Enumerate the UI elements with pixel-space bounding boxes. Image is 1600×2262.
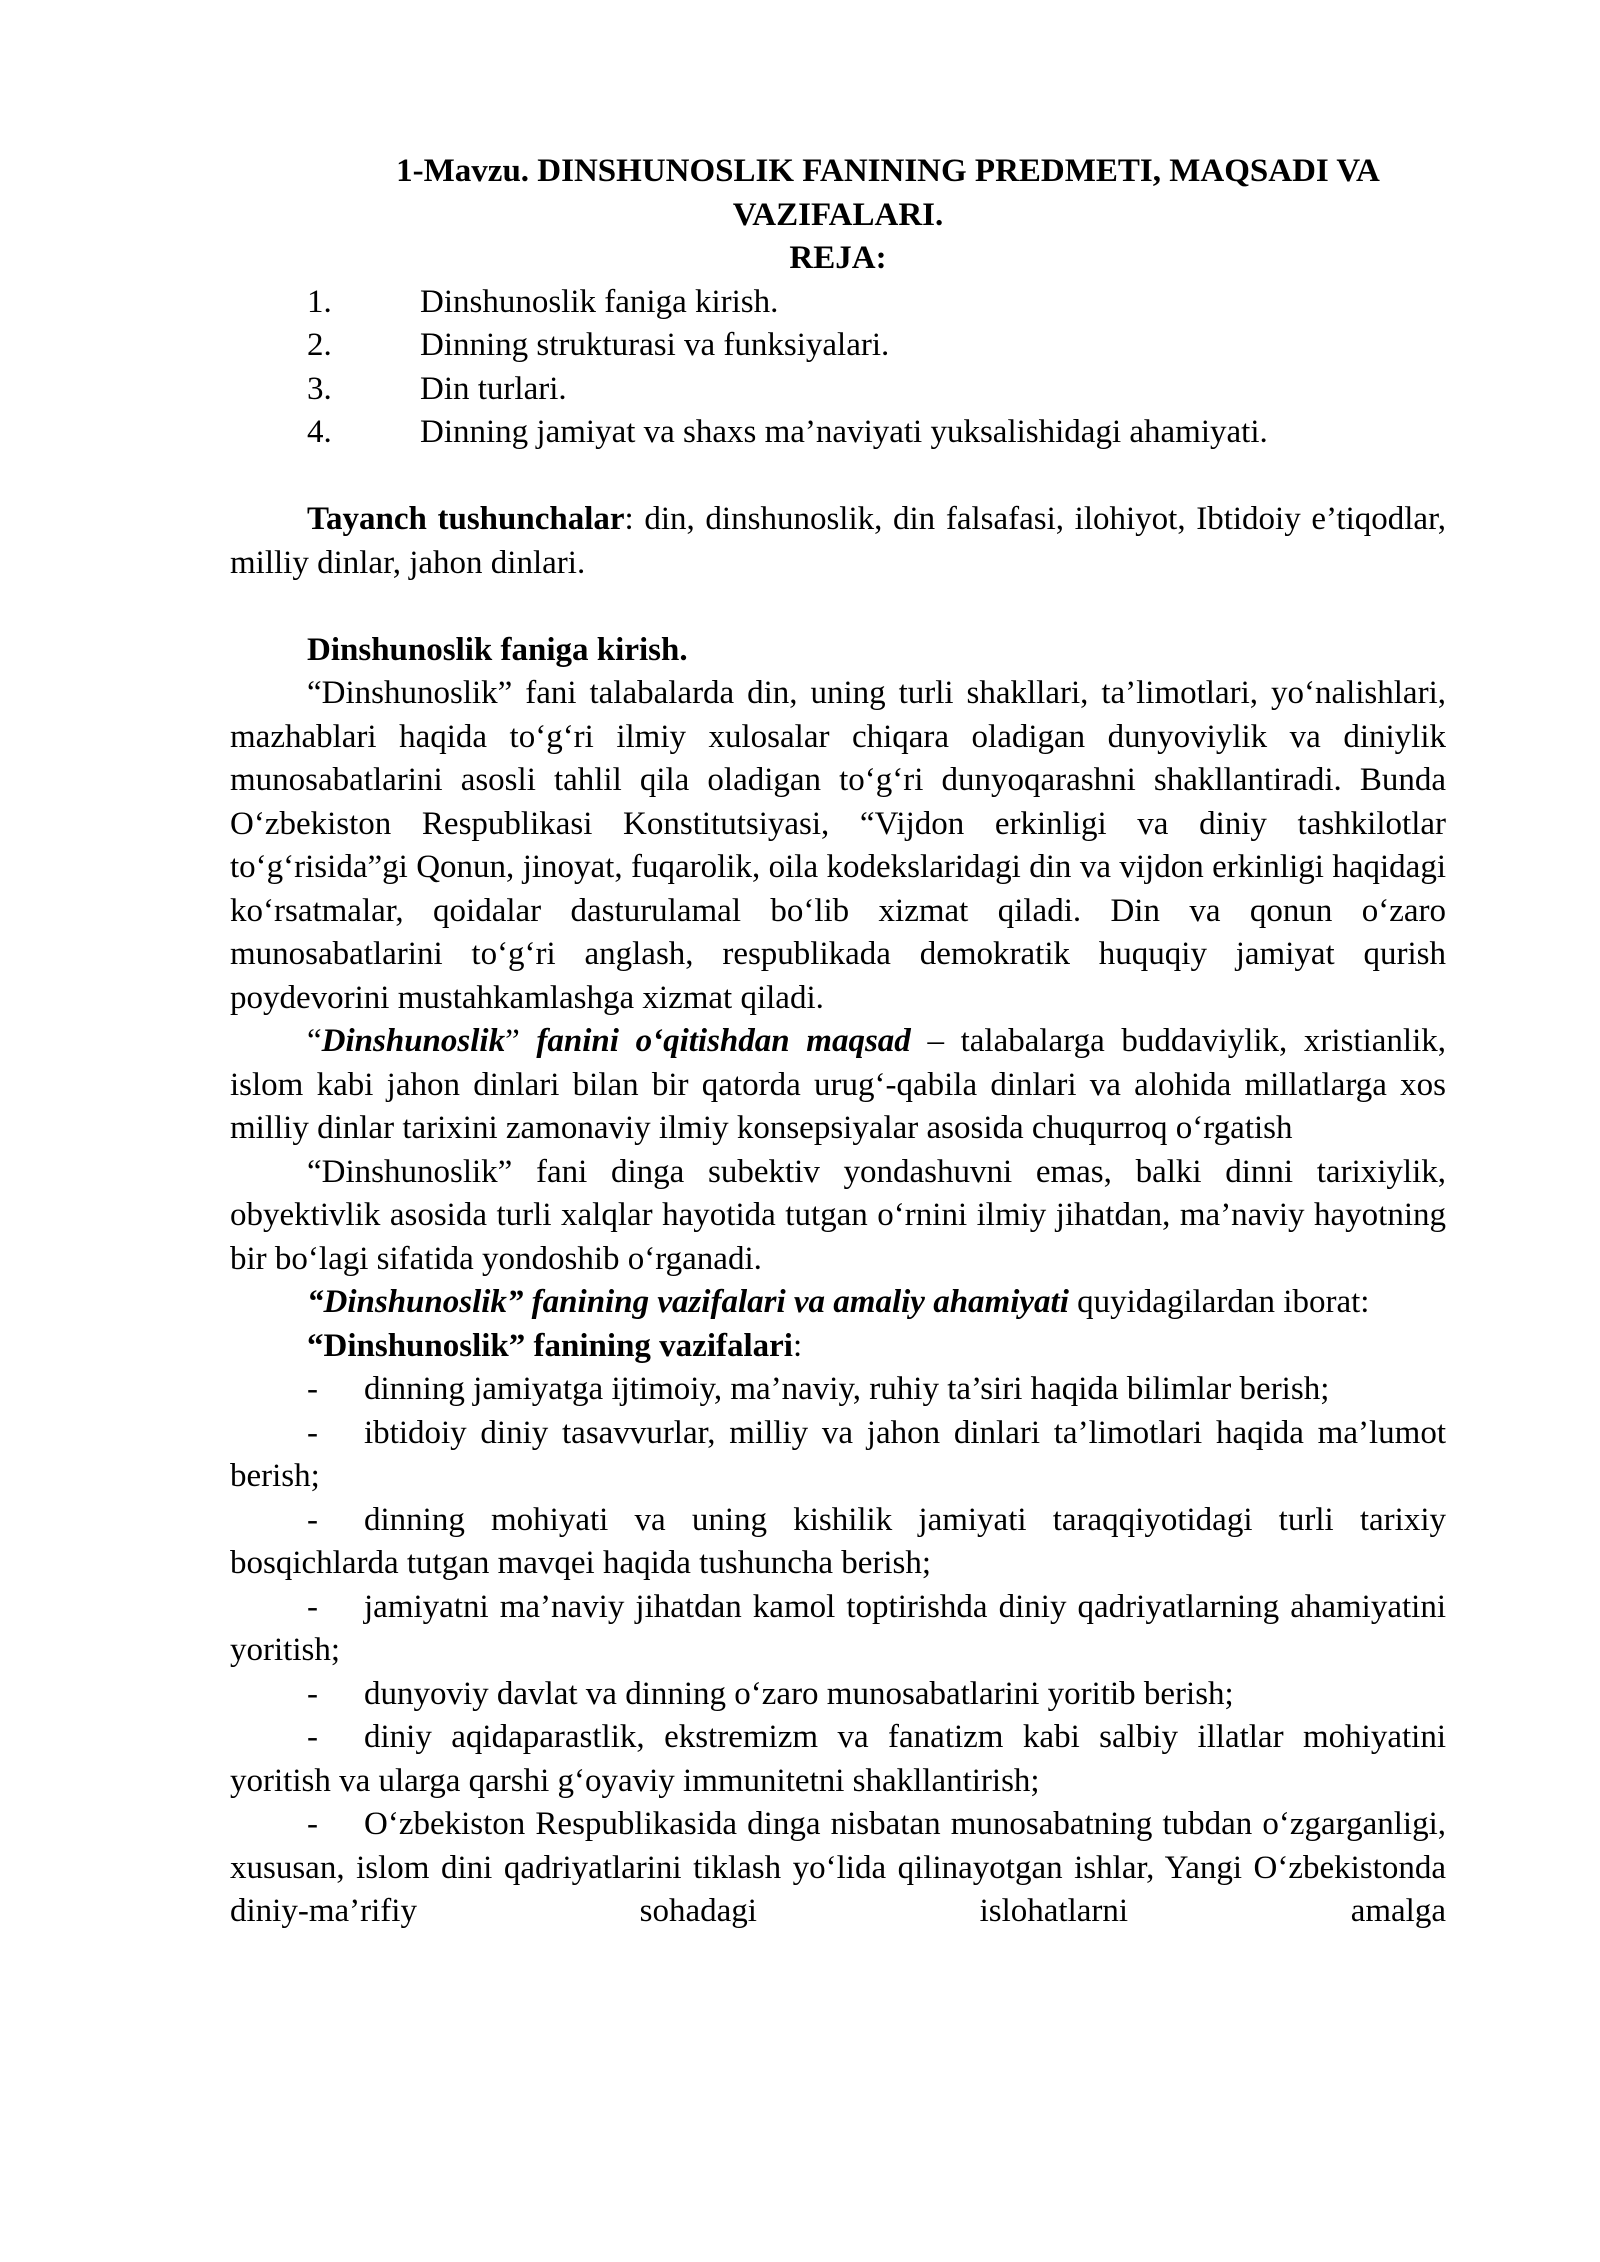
plan-item-text: Din turlari. <box>420 370 567 407</box>
title-line-2: VAZIFALARI. <box>732 196 944 233</box>
task-text: ibtidoiy diniy tasavvurlar, milliy va jahon dinlari ta’limotlari haqida ma’lumot berish; <box>230 1414 1446 1494</box>
task-text: dinning mohiyati va uning kishilik jamiyati taraqqiyotidagi turli tarixiy bosqichlarda tutgan mavqei haqida tushuncha berish; <box>230 1501 1446 1581</box>
title-line-1: 1-Mavzu. DINSHUNOSLIK FANINING PREDMETI, MAQSADI VA <box>396 153 1380 189</box>
document-title <box>230 150 1446 281</box>
goal-term: Dinshunoslik <box>321 1023 506 1059</box>
key-concepts-text: : din, dinshunoslik, din falsafasi, ilohiyot, Ibtidoiy e’tiqodlar, milliy dinlar, jahon dinlari. <box>230 501 1446 581</box>
tasks-heading-label: “Dinshunoslik” fanining vazifalari <box>307 1327 793 1364</box>
plan-item-number: 2. <box>307 327 332 363</box>
tasks-intro-text: quyidagilardan iborat: <box>1068 1284 1370 1320</box>
goal-label: fanini o‘qitishdan maqsad <box>519 1023 911 1059</box>
quote-close: ” <box>505 1023 520 1059</box>
spacer <box>230 585 1446 629</box>
dash-bullet: - <box>307 1675 318 1712</box>
plan-item <box>230 281 1446 325</box>
key-concepts-label: Tayanch tushunchalar <box>307 501 625 537</box>
task-text: O‘zbekiston Respublikasida dinga nisbatan munosabatning tubdan o‘zgarganligi, xususan, islom dini qadriyatlarini tiklash yo‘lida qilinayotgan ishlar, Yangi O‘zbekistonda diniy-ma’rifiy sohadagi islohatlarni amalga <box>230 1806 1446 1929</box>
key-concepts-paragraph <box>230 498 1446 585</box>
quote-open: “ <box>307 1023 322 1059</box>
task-item <box>230 1586 1446 1673</box>
paragraph-approach: “Dinshunoslik” fani dinga subektiv yondashuvni emas, balki dinni tarixiylik, obyektivlik asosida turli xalqlar hayotida tutgan o‘rnini ilmiy jihatdan, ma’naviy hayotning bir bo‘lagi sifatida yondoshib o‘rganadi. <box>230 1153 1446 1277</box>
dash-bullet: - <box>307 1719 318 1755</box>
task-text: dinning jamiyatga ijtimoiy, ma’naviy, ruhiy ta’siri haqida bilimlar berish; <box>364 1371 1330 1407</box>
dash-bullet: - <box>307 1588 318 1625</box>
task-item <box>230 1716 1446 1803</box>
plan-list <box>230 281 1446 455</box>
plan-item-text: Dinning strukturasi va funksiyalari. <box>420 327 890 363</box>
plan-item <box>230 368 1446 412</box>
dash-bullet: - <box>307 1371 318 1407</box>
dash-bullet: - <box>307 1501 318 1538</box>
plan-item-number: 3. <box>307 370 332 407</box>
paragraph-goal <box>230 1020 1446 1151</box>
spacer <box>230 455 1446 499</box>
task-item <box>230 1368 1446 1412</box>
task-item <box>230 1412 1446 1499</box>
document-page <box>230 150 1446 1934</box>
tasks-list <box>230 1368 1446 1934</box>
tasks-heading <box>230 1325 1446 1369</box>
task-text: jamiyatni ma’naviy jihatdan kamol toptirishda diniy qadriyatlarning ahamiyatini yoritish; <box>230 1588 1446 1668</box>
task-item <box>230 1803 1446 1934</box>
plan-item-text: Dinning jamiyat va shaxs ma’naviyati yuksalishidagi ahamiyati. <box>420 414 1268 450</box>
task-item <box>230 1673 1446 1717</box>
plan-heading: REJA: <box>789 240 887 276</box>
tasks-intro-label: “Dinshunoslik” fanining vazifalari va amaliy ahamiyati <box>307 1284 1069 1320</box>
plan-item-number: 1. <box>307 283 332 320</box>
task-item <box>230 1499 1446 1586</box>
plan-item <box>230 324 1446 368</box>
plan-item-text: Dinshunoslik faniga kirish. <box>420 283 779 320</box>
plan-item <box>230 411 1446 455</box>
dash-bullet: - <box>307 1414 318 1451</box>
goal-text: – talabalarga buddaviylik, xristianlik, islom kabi jahon dinlari bilan bir qatorda urug‘-qabila dinlari va alohida millatlarga xos milliy dinlar tarixini zamonaviy ilmiy konsepsiyalar asosida chuqurroq o‘rgatish <box>230 1023 1447 1146</box>
plan-item-number: 4. <box>307 414 332 450</box>
task-text: diniy aqidaparastlik, ekstremizm va fanatizm kabi salbiy illatlar mohiyatini yoritish va ularga qarshi g‘oyaviy immunitetni shakllantirish; <box>230 1719 1446 1799</box>
paragraph-tasks-intro <box>230 1281 1446 1325</box>
tasks-heading-colon: : <box>792 1327 803 1364</box>
section-heading: Dinshunoslik faniga kirish. <box>307 631 688 668</box>
task-text: dunyoviy davlat va dinning o‘zaro munosabatlarini yoritib berish; <box>364 1675 1234 1712</box>
paragraph-intro: “Dinshunoslik” fani talabalarda din, uning turli shakllari, ta’limotlari, yo‘nalishlari, mazhablari haqida to‘g‘ri ilmiy xulosalar chiqara oladigan dunyoviylik va diniylik munosabatlarini asosli tahlil qila oladigan to‘g‘ri dunyoqarashni shakllantiradi. Bunda O‘zbekiston Respublikasi Konstitutsiyasi, “Vijdon erkinligi va diniy tashkilotlar to‘g‘risida”gi Qonun, jinoyat, fuqarolik, oila kodekslaridagi din va vijdon erkinligi haqidagi ko‘rsatmalar, qoidalar dasturulamal bo‘lib xizmat qiladi. Din va qonun o‘zaro munosabatlarini to‘g‘ri anglash, respublikada demokratik huquqiy jamiyat qurish poydevorini mustahkamlashga xizmat qiladi. <box>230 675 1446 1016</box>
dash-bullet: - <box>307 1806 318 1842</box>
